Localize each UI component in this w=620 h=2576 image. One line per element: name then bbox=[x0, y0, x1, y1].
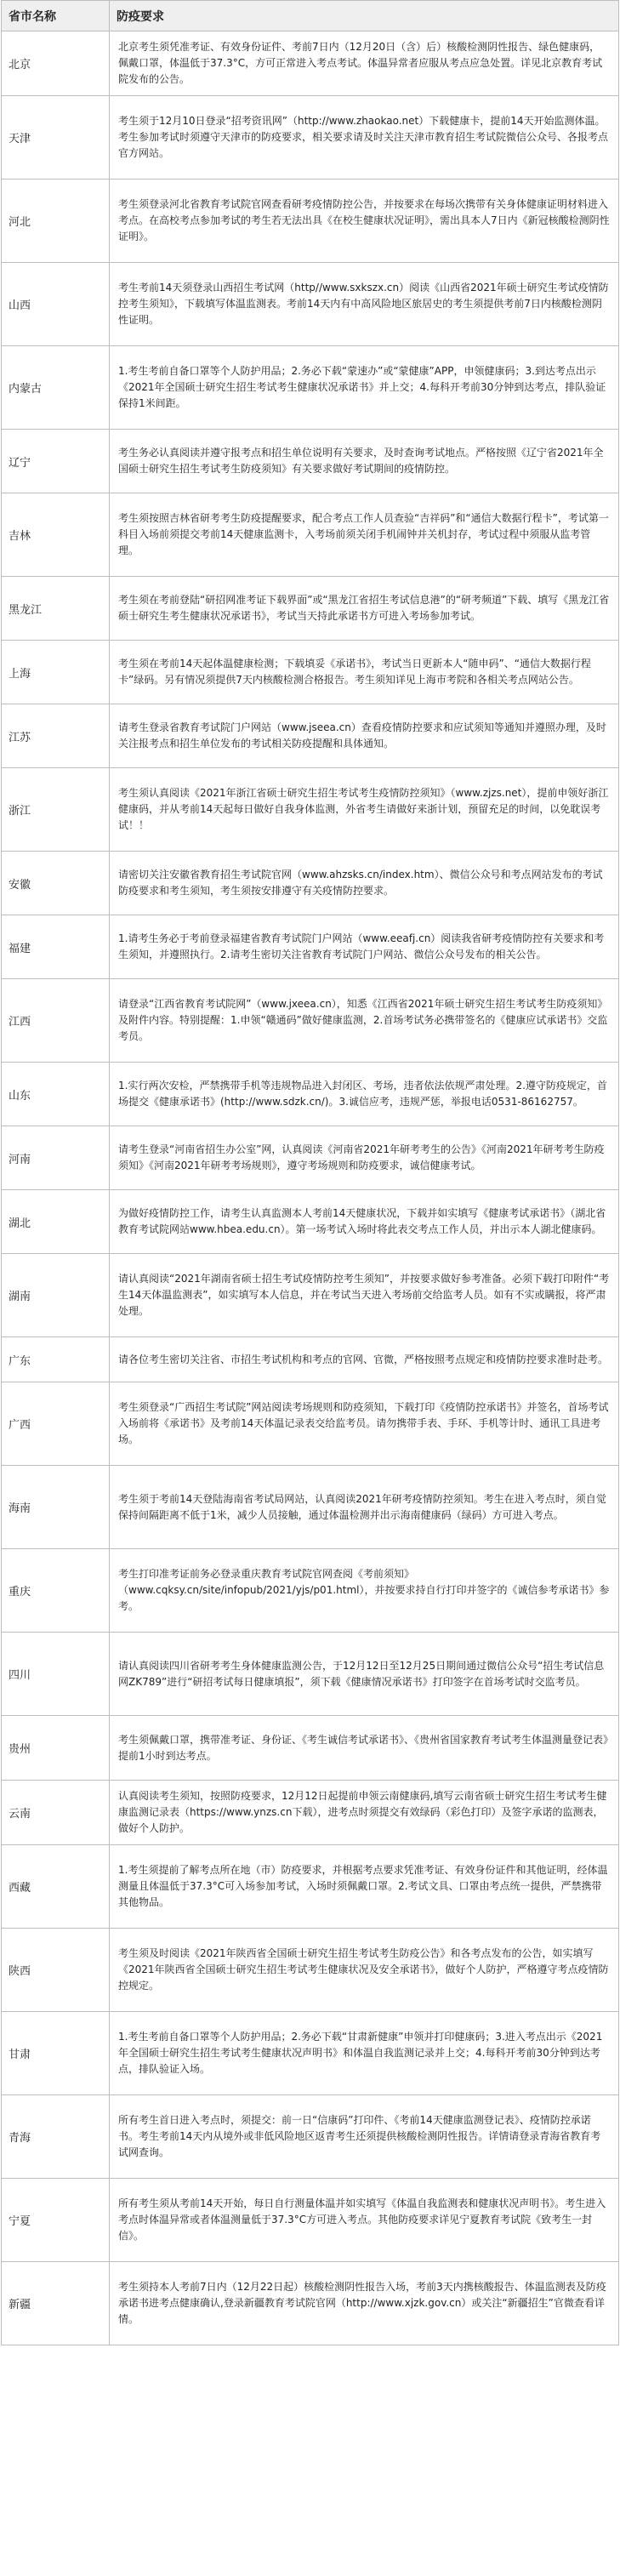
province-name: 青海 bbox=[2, 2095, 110, 2179]
table-row bbox=[2, 1466, 619, 1549]
table-row bbox=[2, 31, 619, 96]
requirement-text: 考生须及时阅读《2021年陕西省全国硕士研究生招生考试考生防疫公告》和各考点发布的公告，如实填写《2021年陕西省全国硕士研究生招生考试考生健康状况及安全承诺书》，做好个人防护，严格遵守考点疫情防控规定。 bbox=[110, 1929, 619, 2012]
province-name: 西藏 bbox=[2, 1845, 110, 1929]
requirement-text: 所有考生首日进入考点时，须提交：前一日“信康码”打印件、《考前14天健康监测登记表》、疫情防控承诺书。考生考前14天内从境外或非低风险地区返青考生还须提供核酸检测阴性报告。详情请登录青海省教育考试网查询。 bbox=[110, 2095, 619, 2179]
province-name: 辽宁 bbox=[2, 430, 110, 493]
table-row bbox=[2, 493, 619, 577]
province-name: 新疆 bbox=[2, 2262, 110, 2345]
requirement-text: 考生打印准考证前务必登录重庆教育考试院官网查阅《考前须知》（www.cqksy.cn/site/infopub/2021/yjs/p01.html），并按要求持自行打印并签字的《诚信参考承诺书》参考。 bbox=[110, 1549, 619, 1633]
province-name: 四川 bbox=[2, 1633, 110, 1716]
requirement-text: 请认真阅读四川省研考考生身体健康监测公告，于12月12日至12月25日期间通过微信公众号“招生考试信息网ZK789”进行“研招考试每日健康填报”，须下载《健康情况承诺书》打印签字在首场考试时交监考员。 bbox=[110, 1633, 619, 1716]
table-row bbox=[2, 430, 619, 493]
requirement-text: 1.请考生务必于考前登录福建省教育考试院门户网站（www.eeafj.cn）阅读我省研考疫情防控有关要求和考生须知，并遵照执行。2.请考生密切关注省教育考试院门户网站、微信公众号发布的相关公告。 bbox=[110, 915, 619, 979]
requirement-text: 请各位考生密切关注省、市招生考试机构和考点的官网、官微，严格按照考点规定和疫情防控要求准时赴考。 bbox=[110, 1337, 619, 1382]
requirement-text: 请认真阅读“2021年湖南省硕士招生考试疫情防控考生须知”，并按要求做好参考准备。必须下载打印附件“考生14天体温监测表”，如实填写本人信息，并在考试当天进入考场前交给监考人员。如有不实或瞒报，将严肃处理。 bbox=[110, 1254, 619, 1337]
table-row bbox=[2, 1781, 619, 1845]
requirement-text: 考生须登录“广西招生考试院”网站阅读考场规则和防疫须知，下载打印《疫情防控承诺书》并签名，首场考试入场前将《承诺书》及考前14天体温记录表交给监考员。请勿携带手表、手环、手机等计时、通讯工具进考场。 bbox=[110, 1382, 619, 1466]
header-province: 省市名称 bbox=[2, 1, 110, 31]
table-row bbox=[2, 577, 619, 641]
requirement-text: 请密切关注安徽省教育招生考试院官网（www.ahzsks.cn/index.htm）、微信公众号和考点网站发布的考试防疫要求和考生须知，考生须按安排遵守有关疫情防控要求。 bbox=[110, 852, 619, 915]
province-name: 宁夏 bbox=[2, 2179, 110, 2262]
province-name: 湖南 bbox=[2, 1254, 110, 1337]
province-name: 重庆 bbox=[2, 1549, 110, 1633]
province-name: 内蒙古 bbox=[2, 346, 110, 430]
table-header bbox=[2, 1, 619, 31]
requirement-text: 北京考生须凭准考证、有效身份证件、考前7日内（12月20日（含）后）核酸检测阴性报告、绿色健康码，佩戴口罩，体温低于37.3°C，方可正常进入考点考试。体温异常者应服从考点应急处置。详见北京教育考试院发布的公告。 bbox=[110, 31, 619, 96]
table-row bbox=[2, 979, 619, 1063]
requirement-text: 考生须于考前14天登陆海南省考试局网站，认真阅读2021年研考疫情防控须知。考生在进入考点时，须自觉保持间隔距离不低于1米，减少人员接触，通过体温检测并出示海南健康码（绿码）方可进入考点。 bbox=[110, 1466, 619, 1549]
province-name: 山西 bbox=[2, 263, 110, 346]
requirement-text: 考生须在考前登陆“研招网准考证下载界面”或“黑龙江省招生考试信息港”的“研考频道”下载、填写《黑龙江省硕士研究生考生健康状况承诺书》，考试当天持此承诺书方可进入考场参加考试。 bbox=[110, 577, 619, 641]
province-name: 黑龙江 bbox=[2, 577, 110, 641]
province-name: 天津 bbox=[2, 96, 110, 180]
table-row bbox=[2, 704, 619, 768]
province-name: 浙江 bbox=[2, 768, 110, 852]
requirement-text: 考生须登录河北省教育考试院官网查看研考疫情防控公告，并按要求在每场次携带有关身体健康证明材料进入考点。在高校考点参加考试的考生若无法出具《在校生健康状况证明》，需出具本人7日内《新冠核酸检测阴性证明》。 bbox=[110, 180, 619, 263]
requirement-text: 请考生登录“河南省招生办公室”网，认真阅读《河南省2021年研考考生的公告》《河南2021年研考考生防疫须知》《河南2021年研考考场规则》，遵守考场规则和防疫要求，诚信健康考试。 bbox=[110, 1126, 619, 1190]
requirement-text: 考生须持本人考前7日内（12月22日起）核酸检测阴性报告入场，考前3天内携核酸报告、体温监测表及防疫承诺书进考点健康确认,登录新疆教育考试院官网（http://www.xjzk.gov.cn）或关注“新疆招生”官微查看详情。 bbox=[110, 2262, 619, 2345]
table-row bbox=[2, 346, 619, 430]
province-name: 湖北 bbox=[2, 1190, 110, 1254]
province-name: 上海 bbox=[2, 641, 110, 704]
table-header-row bbox=[2, 1, 619, 31]
requirement-text: 请登录“江西省教育考试院网”（www.jxeea.cn），知悉《江西省2021年硕士研究生招生考试考生防疫须知》及附件内容。特别提醒：1.申领“赣通码”做好健康监测，2.首场考试务必携带签名的《健康应试承诺书》交监考员。 bbox=[110, 979, 619, 1063]
table-row bbox=[2, 2012, 619, 2095]
province-name: 福建 bbox=[2, 915, 110, 979]
province-name: 吉林 bbox=[2, 493, 110, 577]
province-name: 海南 bbox=[2, 1466, 110, 1549]
table-row bbox=[2, 915, 619, 979]
table-row bbox=[2, 1845, 619, 1929]
table-row bbox=[2, 1337, 619, 1382]
header-requirement: 防疫要求 bbox=[110, 1, 619, 31]
table-row bbox=[2, 1254, 619, 1337]
province-name: 甘肃 bbox=[2, 2012, 110, 2095]
epidemic-requirements-table bbox=[1, 0, 619, 2345]
requirement-text: 1.考生考前自备口罩等个人防护用品；2.务必下载“蒙速办”或“蒙健康”APP，申领健康码；3.到达考点出示《2021年全国硕士研究生招生考试考生健康状况承诺书》并上交；4.每科开考前30分钟到达考点，排队验证保持1米间距。 bbox=[110, 346, 619, 430]
requirement-text: 考生须按照吉林省研考考生防疫提醒要求，配合考点工作人员查验“吉祥码”和“通信大数据行程卡”，考试第一科目入场前须提交考前14天健康监测卡，入考场前须关闭手机闹钟并关机封存，考试过程中须服从监考管理。 bbox=[110, 493, 619, 577]
table-row bbox=[2, 1633, 619, 1716]
province-name: 广西 bbox=[2, 1382, 110, 1466]
table-row bbox=[2, 852, 619, 915]
table-row bbox=[2, 1929, 619, 2012]
requirement-text: 请考生登录省教育考试院门户网站（www.jseea.cn）查看疫情防控要求和应试须知等通知并遵照办理，及时关注报考点和招生单位发布的考试相关防疫提醒和具体通知。 bbox=[110, 704, 619, 768]
province-name: 陕西 bbox=[2, 1929, 110, 2012]
table-row bbox=[2, 180, 619, 263]
requirement-text: 1.考生考前自备口罩等个人防护用品；2.务必下载“甘肃新健康”申领并打印健康码；3.进入考点出示《2021年全国硕士研究生招生考试考生健康状况声明书》和体温自我监测记录并上交；4.每科开考前30分钟到达考点，排队验证入场。 bbox=[110, 2012, 619, 2095]
province-name: 江西 bbox=[2, 979, 110, 1063]
table-row bbox=[2, 96, 619, 180]
table-row bbox=[2, 1382, 619, 1466]
province-name: 广东 bbox=[2, 1337, 110, 1382]
province-name: 江苏 bbox=[2, 704, 110, 768]
table-row bbox=[2, 641, 619, 704]
table-row bbox=[2, 263, 619, 346]
province-name: 河南 bbox=[2, 1126, 110, 1190]
requirement-text: 考生须在考前14天起体温健康检测；下载填妥《承诺书》，考试当日更新本人“随申码”、“通信大数据行程卡”绿码。另有情况须提供7天内核酸检测合格报告。考生须知详见上海市考院和各相关考点网站公告。 bbox=[110, 641, 619, 704]
table-row bbox=[2, 1063, 619, 1126]
requirement-text: 考生务必认真阅读并遵守报考点和招生单位说明有关要求，及时查询考试地点。严格按照《辽宁省2021年全国硕士研究生招生考试考生防疫须知》有关要求做好考试期间的疫情防控。 bbox=[110, 430, 619, 493]
requirement-text: 为做好疫情防控工作，请考生认真监测本人考前14天健康状况，下载并如实填写《健康考试承诺书》（湖北省教育考试院网站www.hbea.edu.cn）。第一场考试入场时将此表交考点工作人员，并出示本人湖北健康码。 bbox=[110, 1190, 619, 1254]
requirement-text: 所有考生须从考前14天开始，每日自行测量体温并如实填写《体温自我监测表和健康状况声明书》。考生进入考点时体温异常或者体温测量低于37.3°C方可进入考点。其他防疫要求详见宁夏教育考试院《致考生一封信》。 bbox=[110, 2179, 619, 2262]
province-name: 云南 bbox=[2, 1781, 110, 1845]
table-row bbox=[2, 1126, 619, 1190]
table-row bbox=[2, 1716, 619, 1781]
table-row bbox=[2, 768, 619, 852]
requirement-text: 考生须认真阅读《2021年浙江省硕士研究生招生考试考生疫情防控须知》（www.zjzs.net），提前申领好浙江健康码，并从考前14天起每日做好自我身体监测，外省考生请做好来浙计划，预留充足的时间，以免耽误考试！！ bbox=[110, 768, 619, 852]
table-row bbox=[2, 1190, 619, 1254]
table-body bbox=[2, 31, 619, 2345]
table-row bbox=[2, 2262, 619, 2345]
province-name: 山东 bbox=[2, 1063, 110, 1126]
requirement-text: 认真阅读考生须知，按照防疫要求，12月12日起提前申领云南健康码,填写云南省硕士研究生招生考试考生健康监测记录表（https://www.ynzs.cn下载），进考点时须提交有效绿码（彩色打印）及签字承诺的监测表，做好个人防护。 bbox=[110, 1781, 619, 1845]
table-row bbox=[2, 1549, 619, 1633]
requirement-text: 考生须于12月10日登录“招考资讯网”（http://www.zhaokao.net）下载健康卡，提前14天开始监测体温。考生参加考试时须遵守天津市的防疫要求，相关要求请及时关注天津市教育招生考试院微信公众号、各报考点官方网站。 bbox=[110, 96, 619, 180]
province-name: 安徽 bbox=[2, 852, 110, 915]
province-name: 河北 bbox=[2, 180, 110, 263]
requirement-text: 考生须佩戴口罩，携带准考证、身份证、《考生诚信考试承诺书》、《贵州省国家教育考试考生体温测量登记表》提前1小时到达考点。 bbox=[110, 1716, 619, 1781]
table-row bbox=[2, 2095, 619, 2179]
province-name: 北京 bbox=[2, 31, 110, 96]
requirement-text: 考生考前14天须登录山西招生考试网（http//www.sxkszx.cn）阅读《山西省2021年硕士研究生考试疫情防控考生须知》，下载填写体温监测表。考前14天内有中高风险地区旅居史的考生须提供考前7日内核酸检测阴性证明。 bbox=[110, 263, 619, 346]
table-row bbox=[2, 2179, 619, 2262]
requirement-text: 1.实行两次安检，严禁携带手机等违规物品进入封闭区、考场，违者依法依规严肃处理。2.遵守防疫规定，首场提交《健康承诺书》(http://www.sdzk.cn/)。3.诚信应考，违规严惩，举报电话0531-86162757。 bbox=[110, 1063, 619, 1126]
requirement-text: 1.考生须提前了解考点所在地（市）防疫要求，并根据考点要求凭准考证、有效身份证件和其他证明，经体温测量且体温低于37.3°C可入场参加考试，入场时须佩戴口罩。2.考试文具、口罩由考点统一提供，严禁携带其他物品。 bbox=[110, 1845, 619, 1929]
province-name: 贵州 bbox=[2, 1716, 110, 1781]
